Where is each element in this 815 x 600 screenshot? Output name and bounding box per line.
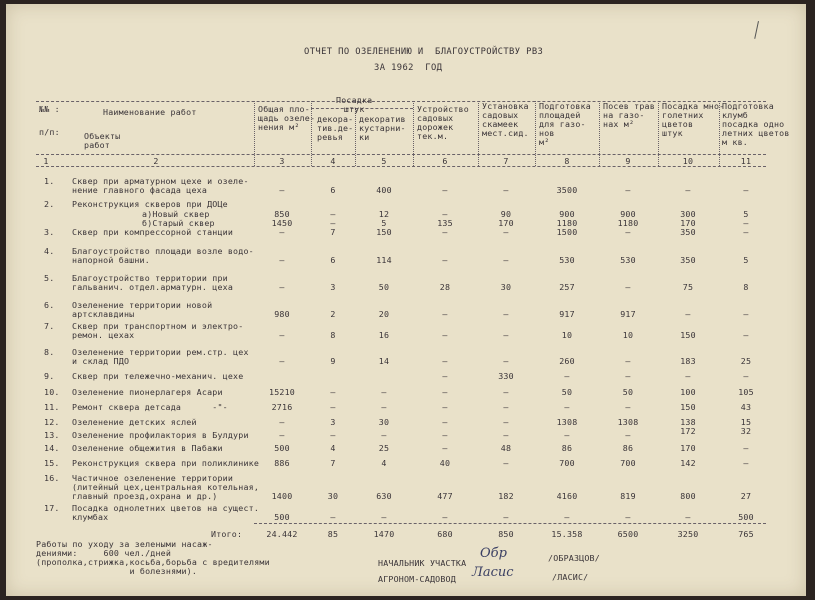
table-cell: 330 <box>498 371 514 381</box>
header-top-rule <box>36 101 766 102</box>
table-cell: – <box>442 417 448 427</box>
table-cell: 150 <box>680 402 696 412</box>
table-cell: 3 <box>330 282 336 292</box>
column-number: 4 <box>330 156 336 166</box>
table-cell: 86 <box>561 443 573 453</box>
totals-cell: 850 <box>498 529 514 539</box>
row-number: 6. <box>44 300 55 310</box>
table-cell: 25 <box>740 356 752 366</box>
document-sheet <box>6 4 806 596</box>
column-number: 1 <box>43 156 49 166</box>
table-cell: 917 <box>620 309 636 319</box>
header-name: Наименование работ <box>103 107 197 117</box>
table-cell: 4 <box>330 443 336 453</box>
header-perennials: Посадка мно- голетних цветов штук <box>662 101 725 138</box>
table-cell: 530 <box>559 255 575 265</box>
table-cell: 48 <box>500 443 512 453</box>
table-cell: 530 <box>620 255 636 265</box>
column-number: 2 <box>153 156 159 166</box>
table-cell: – <box>442 443 448 453</box>
table-cell: 182 <box>498 491 514 501</box>
table-cell: – <box>442 387 448 397</box>
table-cell: 980 <box>274 309 290 319</box>
table-cell: 114 <box>376 255 392 265</box>
table-cell: 1400 <box>271 491 293 501</box>
header-no: №№ : <box>39 104 60 114</box>
table-cell: – <box>503 330 509 340</box>
totals-label: Итого: <box>211 529 243 539</box>
table-cell: 400 <box>376 185 392 195</box>
table-cell: – <box>625 402 631 412</box>
table-cell: – <box>442 430 448 440</box>
table-cell: 850 1450 <box>271 209 293 228</box>
table-cell: 477 <box>437 491 453 501</box>
table-cell: 50 <box>561 387 573 397</box>
table-cell: – <box>503 185 509 195</box>
table-cell: 1500 <box>556 227 578 237</box>
row-work-name: Посадка однолетних цветов на сущест. клумбах <box>72 503 260 522</box>
table-cell: 170 <box>680 443 696 453</box>
table-cell: – <box>625 512 631 522</box>
row-number: 15. <box>44 458 60 468</box>
table-cell: – <box>279 255 285 265</box>
row-work-name: Озеленение территории рем.стр. цех и склад ПДО <box>72 347 249 366</box>
table-cell: 4 <box>381 458 387 468</box>
title-line1: ОТЧЕТ ПО ОЗЕЛЕНЕНИЮ И БЛАГОУСТРОЙСТВУ РВЗ <box>304 47 544 57</box>
table-cell: 15 32 <box>740 417 752 436</box>
totals-cell: 15.358 <box>551 529 583 539</box>
table-cell: 10 <box>622 330 634 340</box>
table-cell: 30 <box>500 282 512 292</box>
table-cell: 43 <box>740 402 752 412</box>
row-work-name: Реконструкция скверов при ДОЦе <box>72 199 228 209</box>
table-cell: – <box>381 512 387 522</box>
table-cell: – <box>743 185 749 195</box>
table-cell: – <box>279 330 285 340</box>
totals-cell: 3250 <box>677 529 699 539</box>
table-cell: 900 1180 <box>617 209 639 228</box>
table-cell: 819 <box>620 491 636 501</box>
table-cell: – <box>564 512 570 522</box>
row-work-name: Озеленение пионерлагеря Асари <box>72 387 223 397</box>
table-cell: 10 <box>561 330 573 340</box>
table-cell: 50 <box>622 387 634 397</box>
table-cell: 105 <box>738 387 754 397</box>
column-number: 5 <box>381 156 387 166</box>
table-cell: – <box>743 330 749 340</box>
signer-role-2: АГРОНОМ-САДОВОД <box>378 574 456 584</box>
row-number: 12. <box>44 417 60 427</box>
table-cell: – – <box>330 209 336 228</box>
table-cell: 183 <box>680 356 696 366</box>
table-cell: 6 <box>330 185 336 195</box>
signature-2: Ласис <box>472 565 514 580</box>
table-cell: – <box>330 512 336 522</box>
table-cell: 30 <box>378 417 390 427</box>
table-cell: – <box>442 227 448 237</box>
table-cell: 900 1180 <box>556 209 578 228</box>
row-number: 11. <box>44 402 60 412</box>
row-work-name: Озеленение профилактория в Булдури <box>72 430 249 440</box>
row-work-subname: а)Новый сквер б)Старый сквер <box>142 209 215 228</box>
column-number: 6 <box>442 156 448 166</box>
row-number: 7. <box>44 321 55 331</box>
table-cell: – <box>442 185 448 195</box>
totals-cell: 24.442 <box>266 529 298 539</box>
table-cell: – <box>564 371 570 381</box>
totals-cell: 6500 <box>617 529 639 539</box>
table-cell: – <box>381 387 387 397</box>
row-work-name: Благоустройство площади возле водо- напорной башни. <box>72 246 254 265</box>
signer-role-1: НАЧАЛЬНИК УЧАСТКА <box>378 558 467 568</box>
header-benches: Установка садовых скамеек мест.сид. <box>482 101 529 138</box>
table-cell: 28 <box>439 282 451 292</box>
table-cell: 30 <box>327 491 339 501</box>
table-cell: 350 <box>680 227 696 237</box>
column-number: 8 <box>564 156 570 166</box>
table-cell: 9 <box>330 356 336 366</box>
table-cell: – <box>743 443 749 453</box>
table-cell: 5 – <box>743 209 749 228</box>
header-objects: Объекты работ <box>84 131 121 150</box>
table-cell: – <box>503 512 509 522</box>
table-cell: 1308 <box>617 417 639 427</box>
row-number: 2. <box>44 199 55 209</box>
table-cell: 14 <box>378 356 390 366</box>
row-work-name: Ремонт сквера детсада -"- <box>72 402 228 412</box>
table-cell: – <box>564 402 570 412</box>
table-cell: 5 <box>743 255 749 265</box>
table-cell: – <box>685 371 691 381</box>
table-cell: – <box>685 512 691 522</box>
table-cell: 886 <box>274 458 290 468</box>
table-cell: 40 <box>439 458 451 468</box>
table-cell: 1308 <box>556 417 578 427</box>
table-cell: – <box>381 430 387 440</box>
footnote: Работы по уходу за зелеными насаж- дениями: 600 чел./дней (прополка,стрижка,косьба,борьба с вредителями и болезнями). <box>36 539 270 576</box>
header-bottom-rule <box>36 154 766 155</box>
table-cell: – <box>564 430 570 440</box>
title-line2: ЗА 1962 ГОД <box>374 63 443 73</box>
table-cell: – <box>503 356 509 366</box>
table-cell: – <box>625 227 631 237</box>
row-number: 13. <box>44 430 60 440</box>
table-cell: 917 <box>559 309 575 319</box>
table-cell: 500 <box>274 443 290 453</box>
row-work-name: Благоустройство территории при гальванич. отдел.арматурн. цеха <box>72 273 234 292</box>
table-cell: 138 172 <box>680 417 696 436</box>
table-cell: – <box>625 430 631 440</box>
table-cell: 7 <box>330 227 336 237</box>
table-cell: – <box>743 458 749 468</box>
table-cell: – <box>743 227 749 237</box>
table-cell: 3 <box>330 417 336 427</box>
row-number: 14. <box>44 443 60 453</box>
table-cell: – <box>279 282 285 292</box>
table-cell: – <box>685 185 691 195</box>
column-number: 7 <box>503 156 509 166</box>
table-cell: – <box>625 282 631 292</box>
row-work-name: Сквер при компрессорной станции <box>72 227 234 237</box>
header-lawn-sow: Посев трав на газо- нах м² <box>603 101 655 129</box>
table-cell: 15210 <box>269 387 295 397</box>
table-cell: – <box>330 402 336 412</box>
row-number: 9. <box>44 371 55 381</box>
table-cell: 350 <box>680 255 696 265</box>
totals-cell: 765 <box>738 529 754 539</box>
column-number: 9 <box>625 156 631 166</box>
table-cell: 6 <box>330 255 336 265</box>
header-decor-trees: декора- тив.де- ревья <box>317 114 354 142</box>
signature-1: Обр <box>480 546 507 561</box>
header-area: Общая пло- щадь озеле- нения м² <box>258 104 316 132</box>
table-cell: – <box>743 371 749 381</box>
table-cell: 700 <box>559 458 575 468</box>
header-planting: Посадка штук <box>336 95 373 114</box>
table-cell: 2716 <box>271 402 293 412</box>
row-number: 8. <box>44 347 55 357</box>
table-cell: – <box>279 356 285 366</box>
table-cell: – <box>503 402 509 412</box>
table-cell: – <box>442 512 448 522</box>
row-work-name: Частичное озеленение территории (литейный цех,центральная котельная, главный проезд,охрана и др.) <box>72 473 260 501</box>
table-cell: – <box>503 430 509 440</box>
row-number: 10. <box>44 387 60 397</box>
table-cell: 800 <box>680 491 696 501</box>
header-pp: п/п: <box>39 127 60 137</box>
column-number: 3 <box>279 156 285 166</box>
table-cell: – <box>330 430 336 440</box>
table-cell: 16 <box>378 330 390 340</box>
table-cell: 20 <box>378 309 390 319</box>
table-cell: – <box>442 356 448 366</box>
colnum-rule <box>36 166 766 167</box>
table-cell: – <box>503 227 509 237</box>
table-cell: – <box>743 309 749 319</box>
table-cell: – <box>503 309 509 319</box>
table-cell: 3500 <box>556 185 578 195</box>
row-number: 5. <box>44 273 55 283</box>
table-cell: – <box>442 330 448 340</box>
table-cell: 700 <box>620 458 636 468</box>
table-cell: 50 <box>378 282 390 292</box>
table-cell: – <box>330 387 336 397</box>
table-cell: 25 <box>378 443 390 453</box>
table-cell: 150 <box>376 227 392 237</box>
header-decor-shrubs: декоратив кустарни- ки <box>359 114 406 142</box>
row-work-name: Сквер при тележечно-механич. цехе <box>72 371 244 381</box>
pen-mark <box>754 21 769 41</box>
table-cell: – <box>381 402 387 412</box>
totals-rule <box>254 523 766 524</box>
row-work-name: Сквер при транспортном и электро- ремон. цехах <box>72 321 244 340</box>
table-cell: – 135 <box>437 209 453 228</box>
row-number: 3. <box>44 227 55 237</box>
row-number: 1. <box>44 176 55 186</box>
table-cell: 75 <box>682 282 694 292</box>
table-cell: 2 <box>330 309 336 319</box>
signer-name-2: /ЛАСИС/ <box>552 572 589 582</box>
totals-cell: 1470 <box>373 529 395 539</box>
table-cell: – <box>442 402 448 412</box>
row-work-name: Сквер при арматурном цехе и озеле- нение главного фасада цеха <box>72 176 249 195</box>
table-cell: 12 5 <box>378 209 390 228</box>
table-cell: – <box>442 309 448 319</box>
table-cell: – <box>279 185 285 195</box>
table-cell: 257 <box>559 282 575 292</box>
header-lawn-prep: Подготовка площадей для газо- нов м² <box>539 101 591 147</box>
table-cell: – <box>625 185 631 195</box>
table-cell: – <box>503 417 509 427</box>
totals-cell: 680 <box>437 529 453 539</box>
table-cell: – <box>503 458 509 468</box>
table-cell: – <box>503 255 509 265</box>
table-cell: 7 <box>330 458 336 468</box>
row-number: 4. <box>44 246 55 256</box>
table-cell: – <box>625 371 631 381</box>
table-cell: 90 170 <box>498 209 514 228</box>
column-number: 10 <box>682 156 694 166</box>
header-paths: Устройство садовых дорожек тек.м. <box>417 104 469 141</box>
table-cell: 8 <box>743 282 749 292</box>
row-work-name: Озеленение территории новой артсклавдины <box>72 300 213 319</box>
table-cell: 4160 <box>556 491 578 501</box>
table-cell: – <box>279 227 285 237</box>
table-cell: 142 <box>680 458 696 468</box>
table-cell: – <box>685 309 691 319</box>
table-cell: – <box>442 255 448 265</box>
table-cell: – <box>279 430 285 440</box>
header-flowerbeds: Подготовка клумб посадка одно летних цветов м кв. <box>722 101 790 147</box>
signer-name-1: /ОБРАЗЦОВ/ <box>548 553 600 563</box>
table-cell: 86 <box>622 443 634 453</box>
table-cell: 8 <box>330 330 336 340</box>
table-cell: 630 <box>376 491 392 501</box>
column-number: 11 <box>740 156 752 166</box>
row-work-name: Озеленение общежития в Пабажи <box>72 443 223 453</box>
table-cell: 260 <box>559 356 575 366</box>
table-cell: – <box>279 417 285 427</box>
table-cell: 300 170 <box>680 209 696 228</box>
row-number: 16. <box>44 473 60 483</box>
totals-cell: 85 <box>327 529 339 539</box>
table-cell: 150 <box>680 330 696 340</box>
row-number: 17. <box>44 503 60 513</box>
table-cell: – <box>625 356 631 366</box>
row-work-name: Реконструкция сквера при поликлинике <box>72 458 260 468</box>
table-cell: 100 <box>680 387 696 397</box>
table-cell: 500 <box>738 512 754 522</box>
table-cell: 27 <box>740 491 752 501</box>
table-cell: – <box>442 371 448 381</box>
row-work-name: Озеленение детских яслей <box>72 417 197 427</box>
table-cell: 500 <box>274 512 290 522</box>
table-cell: – <box>503 387 509 397</box>
